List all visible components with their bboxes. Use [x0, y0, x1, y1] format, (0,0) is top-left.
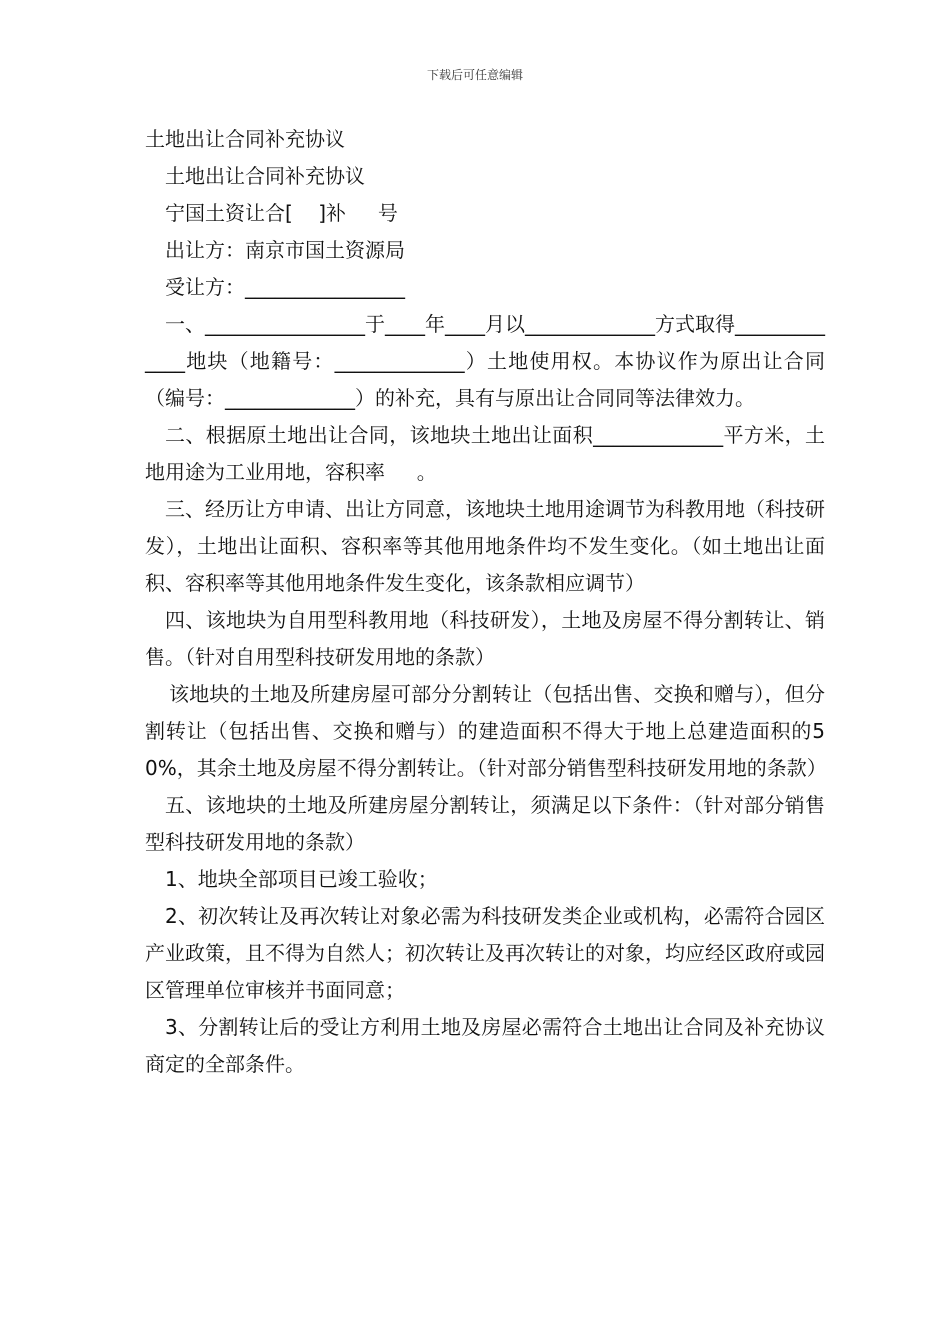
clause-4: 四、该地块为自用型科教用地（科技研发），土地及房屋不得分割转让、销售。（针对自用型科技研发用地的条款） — [145, 608, 825, 669]
transferee-line: 受让方：________________ — [165, 275, 405, 299]
clause-2: 二、根据原土地出让合同，该地块土地出让面积_____________平方米，土地用途为工业用地，容积率 。 — [145, 423, 825, 484]
clause-5: 五、该地块的土地及所建房屋分割转让，须满足以下条件：（针对部分销售型科技研发用地的条款） — [145, 793, 825, 854]
condition-item-1: 1、地块全部项目已竣工验收； — [165, 867, 438, 891]
clause-1: 一、________________于____年____月以_____________方式取得_____________地块（地籍号：_____________）土地使用权。本协议作为原出让合同（编号：_____________）的补充，具有与原出让合同同等法律效力。 — [145, 312, 825, 410]
document-title: 土地出让合同补充协议 — [145, 127, 345, 151]
condition-item-3: 3、分割转让后的受让方利用土地及房屋必需符合土地出让合同及补充协议商定的全部条件。 — [145, 1015, 825, 1076]
condition-item-2: 2、初次转让及再次转让对象必需为科技研发类企业或机构，必需符合园区产业政策，且不得为自然人；初次转让及再次转让的对象，均应经区政府或园区管理单位审核并书面同意； — [145, 904, 825, 1002]
clause-4-alternative: 该地块的土地及所建房屋可部分分割转让（包括出售、交换和赠与），但分割转让（包括出售、交换和赠与）的建造面积不得大于地上总建造面积的50%，其余土地及房屋不得分割转让。（针对部分销售型科技研发用地的条款） — [145, 682, 827, 780]
document-body — [145, 121, 825, 1083]
transferor-line: 出让方：南京市国土资源局 — [165, 238, 405, 262]
document-subtitle: 土地出让合同补充协议 — [165, 164, 365, 188]
page-header: 下载后可任意编辑 — [426, 68, 523, 82]
clause-3: 三、经历让方申请、出让方同意，该地块土地用途调节为科教用地（科技研发），土地出让面积、容积率等其他用地条件均不发生变化。（如土地出让面积、容积率等其他用地条件发生变化，该条款相应调节） — [145, 497, 825, 595]
document-number: 宁国土资让合[ ]补 号 — [165, 201, 398, 225]
